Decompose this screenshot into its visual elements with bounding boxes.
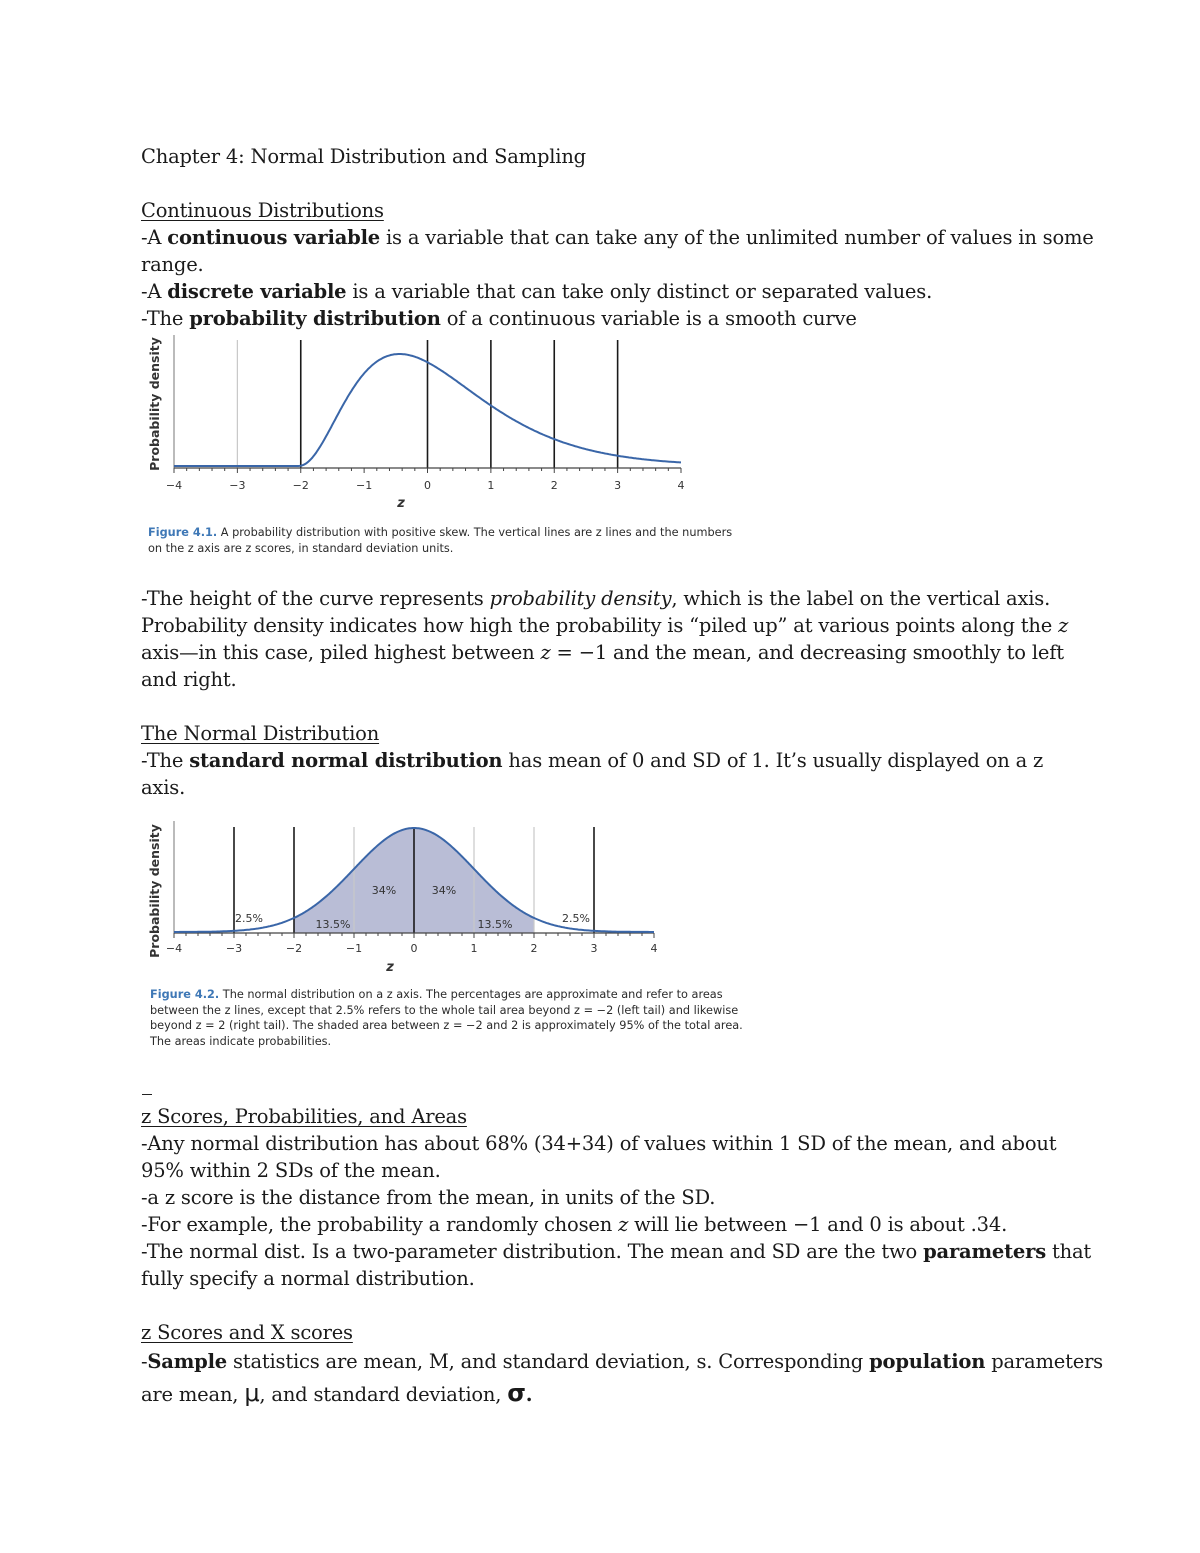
fig1-tick-label-8: 4 — [677, 479, 685, 492]
fig2-tick-label-0: −4 — [165, 942, 183, 955]
paragraph-continuous-variable: -A continuous variable is a variable that can take any of the unlimited number of values in some — [141, 226, 1094, 249]
paragraph-height-line2: Probability density indicates how high the probability is “piled up” at various points along the z — [141, 614, 1069, 637]
paragraph-example: -For example, the probability a randomly chosen z will lie between −1 and 0 is about .34. — [141, 1213, 1008, 1236]
paragraph-height-line3: axis—in this case, piled highest between z = −1 and the mean, and decreasing smoothly to left — [141, 641, 1064, 664]
fig2-area-label-2: 34% — [371, 884, 397, 897]
fig2-area-label-4: 13.5% — [477, 918, 513, 931]
section-heading-continuous: Continuous Distributions — [141, 199, 384, 222]
fig2-area-label-1: 13.5% — [315, 918, 351, 931]
paragraph-two-parameter: -The normal dist. Is a two-parameter distribution. The mean and SD are the two parameters that — [141, 1240, 1092, 1263]
section-heading-z-scores: z Scores, Probabilities, and Areas — [141, 1105, 467, 1128]
paragraph-discrete-variable: -A discrete variable is a variable that can take only distinct or separated values. — [141, 280, 933, 303]
fig1-tick-label-5: 1 — [487, 479, 495, 492]
paragraph-height-line4: and right. — [141, 668, 237, 691]
paragraph-continuous-variable-cont: range. — [141, 253, 204, 276]
fig2-area-label-5: 2.5% — [562, 912, 590, 925]
fig1-tick-label-0: −4 — [165, 479, 183, 492]
paragraph-standard-normal-cont: axis. — [141, 776, 186, 799]
page-title: Chapter 4: Normal Distribution and Sampling — [141, 145, 586, 168]
figure-4-1-caption: Figure 4.1. A probability distribution with positive skew. The vertical lines are z lines and the numbers on the z axis are z scores, in standard deviation units. — [148, 526, 733, 555]
paragraph-95-percent: 95% within 2 SDs of the mean. — [141, 1159, 441, 1182]
figure-4-1-ylabel: Probability density — [147, 337, 162, 471]
divider-mark — [142, 1094, 152, 1095]
figure-4-2-caption: Figure 4.2. The normal distribution on a z axis. The percentages are approximate and refer to areas between the z lines, except that 2.5% refers to the whole tail area beyond z = −2 (left tail) and likewise beyond z = 2 (right tail). The shaded area between z = −2 and 2 is approximately 95% of the total area. The areas indicate probabilities. — [150, 988, 743, 1048]
paragraph-two-parameter-cont: fully specify a normal distribution. — [141, 1267, 475, 1290]
fig1-tick-label-2: −2 — [292, 479, 309, 492]
figure-4-2-ylabel: Probability density — [147, 824, 162, 958]
fig2-tick-label-1: −3 — [225, 942, 243, 955]
paragraph-68-percent: -Any normal distribution has about 68% (34+34) of values within 1 SD of the mean, and about — [141, 1132, 1057, 1155]
paragraph-population-parameters: are mean, μ, and standard deviation, σ. — [141, 1379, 533, 1407]
fig1-tick-label-3: −1 — [356, 479, 373, 492]
fig2-tick-label-8: 4 — [650, 942, 658, 955]
section-heading-x-scores: z Scores and X scores — [141, 1321, 353, 1344]
paragraph-z-score-definition: -a z score is the distance from the mean, in units of the SD. — [141, 1186, 716, 1209]
fig1-tick-label-7: 3 — [614, 479, 622, 492]
paragraph-sample-statistics: -Sample statistics are mean, M, and standard deviation, s. Corresponding population parameters — [141, 1350, 1103, 1373]
figure-4-1-xlabel: z — [397, 496, 405, 511]
fig2-tick-label-3: −1 — [345, 942, 363, 955]
paragraph-height-line1: -The height of the curve represents probability density, which is the label on the vertical axis. — [141, 587, 1051, 610]
figure-4-2-chart — [140, 815, 680, 975]
fig2-area-label-3: 34% — [431, 884, 457, 897]
fig1-tick-label-1: −3 — [229, 479, 246, 492]
fig2-tick-label-4: 0 — [410, 942, 418, 955]
fig2-tick-label-2: −2 — [285, 942, 303, 955]
figure-4-1-chart — [140, 335, 700, 515]
fig2-tick-label-7: 3 — [590, 942, 598, 955]
fig2-area-label-0: 2.5% — [235, 912, 263, 925]
fig2-tick-label-5: 1 — [470, 942, 478, 955]
paragraph-probability-distribution: -The probability distribution of a continuous variable is a smooth curve — [141, 307, 857, 330]
figure-4-2-xlabel: z — [386, 960, 394, 975]
section-heading-normal: The Normal Distribution — [141, 722, 380, 745]
fig2-tick-label-6: 2 — [530, 942, 538, 955]
fig1-tick-label-4: 0 — [424, 479, 431, 492]
paragraph-standard-normal: -The standard normal distribution has mean of 0 and SD of 1. It’s usually displayed on a z — [141, 749, 1044, 772]
fig1-tick-label-6: 2 — [550, 479, 558, 492]
